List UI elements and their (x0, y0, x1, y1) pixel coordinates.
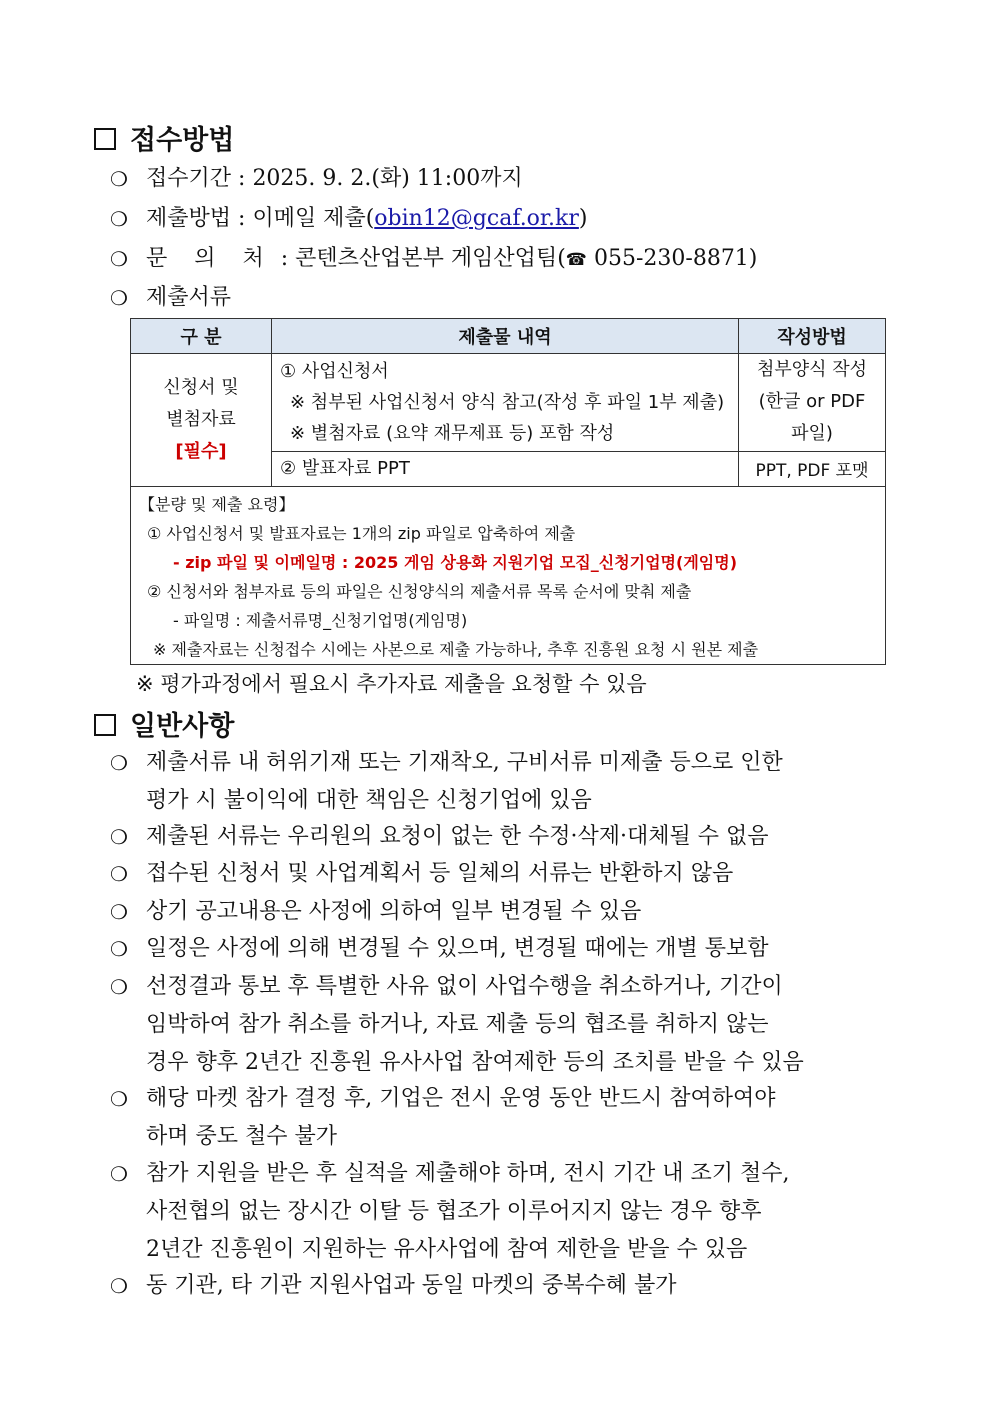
category-cell: 신청서 및 별첨자료 [필수] (131, 354, 272, 487)
table-header-row (131, 319, 886, 354)
section-heading-reception (94, 118, 234, 157)
bullet-circle-icon: ❍ (110, 1087, 128, 1111)
method-value: 이메일 제출( (252, 206, 375, 231)
items-cell: ② 발표자료 PPT (272, 451, 739, 486)
bullet-circle-icon: ❍ (110, 862, 128, 886)
phone-number: 055-230-8871) (593, 246, 758, 271)
bullet-circle-icon: ❍ (110, 975, 128, 999)
table-row (131, 354, 886, 452)
bullet-circle-icon: ❍ (110, 751, 128, 775)
section-title: 접수방법 (130, 125, 235, 156)
submission-notes-box: 【분량 및 제출 요령】 ① 사업신청서 및 발표자료는 1개의 zip 파일로 압축하여 제출 - zip 파일 및 이메일명 : 2025 게임 상용화 지원기업 모집_신청기업명(게임명) ② 신청서와 첨부자료 등의 파일은 신청양식의 제출서류 목록 순서에 맞춰 제출 - 파일명 : 제출서류명_신청기업명(게임명) ※ 제출자료는 신청접수 시에는 사본으로 제출 가능하나, 추후 진흥원 요청 시 원본 제출 (130, 486, 886, 665)
notes-title: 【분량 및 제출 요령】 (139, 495, 295, 514)
bullet-circle-icon: ❍ (110, 900, 128, 924)
section-heading-general (94, 704, 234, 743)
email-link[interactable]: obin12@gcaf.or.kr (374, 206, 579, 231)
checkbox-square-icon (94, 128, 116, 150)
document-page: 접수방법 ❍ 접수기간 : 2025. 9. 2.(화) 11:00까지 ❍ 제출방법 : 이메일 제출(obin12@gcaf.or.kr) ❍ 문 의 처 : 콘텐츠산업본부 게임산업팀(☎ 055-230-8871) ❍ 제출서류 구 분 제출물 내역 작성방법 신청서 및 별첨자료 [필수] ① 사업신청서 ※ 첨부된 사업신청서 양식 참고(작성 후 파일 1부 제출) ※ 별첨자료 (요약 재무제표 등) 포함 작성 첨부양식 작성 (한글 or PDF 파일) ② 발표자료 PPT PPT, PDF 포맷 【분량 및 제출 요령】 ① 사업신청서 및 발표자료는 1개의 zip 파일로 압축하여 제출 - zip 파일 및 이메일명 : 2025 게임 상용화 지원기업 모집_신청기업명(게임명) ② 신청서와 첨부자료 등의 파일은 신청양식의 제출서류 목록 순서에 맞춰 제출 - 파일명 : 제출서류명_신청기업명(게임명) ※ 제출자료는 신청접수 시에는 사본으로 제출 가능하나, 추후 진흥원 요청 시 원본 제출 ※ 평가과정에서 필요시 추가자료 제출을 요청할 수 있음 일반사항 ❍ 제출서류 내 허위기재 또는 기재착오, 구비서류 미제출 등으로 인한 평가 시 불이익에 대한 책임은 신청기업에 있음 ❍ 제출된 서류는 우리원의 요청이 없는 한 수정·삭제·대체될 수 없음 ❍ 접수된 신청서 및 사업계획서 등 일체의 서류는 반환하지 않음 ❍ 상기 공고내용은 사정에 의하여 일부 변경될 수 있음 ❍ 일정은 사정에 의해 변경될 수 있으며, 변경될 때에는 개별 통보함 ❍ 선정결과 통보 후 특별한 사유 없이 사업수행을 취소하거나, 기간이 임박하여 참가 취소를 하거나, 자료 제출 등의 협조를 취하지 않는 경우 향후 2년간 진흥원 유사사업 참여제한 등의 조치를 받을 수 있음 ❍ 해당 마켓 참가 결정 후, 기업은 전시 운영 동안 반드시 참여하여야 하며 중도 철수 불가 ❍ 참가 지원을 받은 후 실적을 제출해야 하며, 전시 기간 내 조기 철수, 사전협의 없는 장시간 이탈 등 협조가 이루어지지 않는 경우 향후 2년간 진흥원이 지원하는 유사사업에 참여 제한을 받을 수 있음 ❍ 동 기관, 타 기관 지원사업과 동일 마켓의 중복수혜 불가 (0, 0, 992, 1403)
method-label: 제출방법 (146, 206, 232, 231)
contact-value: 콘텐츠산업본부 게임산업팀( (295, 246, 566, 271)
period-label: 접수기간 (146, 166, 232, 191)
header-category: 구 분 (131, 319, 272, 354)
docs-label: 제출서류 (146, 285, 232, 310)
header-method: 작성방법 (739, 319, 886, 354)
bullet-circle-icon: ❍ (110, 207, 128, 231)
bullet-circle-icon: ❍ (110, 937, 128, 961)
required-badge: [필수] (175, 441, 227, 462)
section-title: 일반사항 (130, 711, 235, 742)
items-cell: ① 사업신청서 ※ 첨부된 사업신청서 양식 참고(작성 후 파일 1부 제출) ※ 별첨자료 (요약 재무제표 등) 포함 작성 (272, 354, 739, 452)
contact-label: 문 의 처 (146, 246, 274, 271)
bullet-circle-icon: ❍ (110, 247, 128, 271)
notes-highlight: - zip 파일 및 이메일명 : 2025 게임 상용화 지원기업 모집_신청기업명(게임명) (173, 553, 738, 572)
evaluation-note: ※ 평가과정에서 필요시 추가자료 제출을 요청할 수 있음 (136, 672, 647, 696)
header-items: 제출물 내역 (272, 319, 739, 354)
method-cell: PPT, PDF 포맷 (739, 451, 886, 486)
bullet-circle-icon: ❍ (110, 167, 128, 191)
bullet-circle-icon: ❍ (110, 1162, 128, 1186)
documents-table (130, 318, 886, 487)
checkbox-square-icon (94, 714, 116, 736)
bullet-circle-icon: ❍ (110, 286, 128, 310)
method-cell: 첨부양식 작성 (한글 or PDF 파일) (739, 354, 886, 452)
bullet-circle-icon: ❍ (110, 825, 128, 849)
bullet-circle-icon: ❍ (110, 1274, 128, 1298)
phone-icon: ☎ (565, 250, 587, 270)
period-value: 2025. 9. 2.(화) 11:00까지 (252, 166, 523, 191)
